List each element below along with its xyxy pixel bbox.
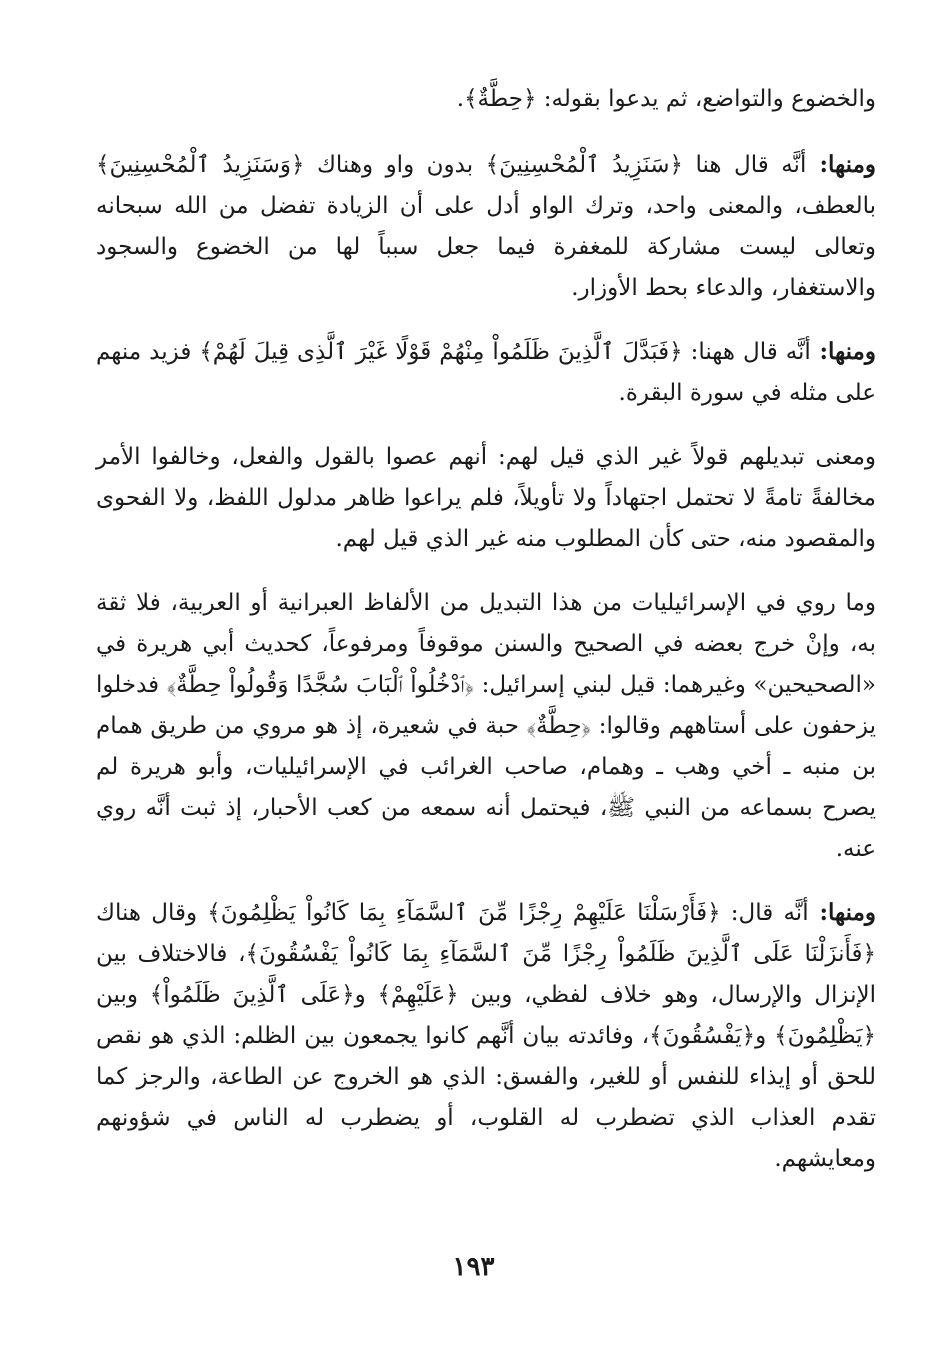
paragraph-text: أنَّه قال: ﴿فَأَرْسَلْنَا عَلَيْهِمْ رِجْزًا مِّنَ ٱلسَّمَآءِ بِمَا كَانُواْ يَظْلِمُونَ﴾ وقال هناك ﴿فَأَنزَلْنَا عَلَى ٱلَّذِينَ ظَلَمُواْ رِجْزًا مِّنَ ٱلسَّمَآءِ بِمَا كَانُواْ يَفْسُقُونَ﴾، فالاختلاف بين الإنزال والإرسال، وهو خلاف لفظي، وبين ﴿عَلَيْهِمْ﴾ و﴿عَلَى ٱلَّذِينَ ظَلَمُواْ﴾ وبين ﴿يَظْلِمُونَ﴾ و﴿يَفْسُقُونَ﴾، وفائدته بيان أنَّهم كانوا يجمعون بين الظلم: الذي هو نقص للحق أو إيذاء للنفس أو للغير، والفسق: الذي هو الخروج عن الطاعة، والرجز كما تقدم العذاب الذي تضطرب له القلوب، أو يضطرب له الناس في شؤونهم ومعايشهم. <box>96 900 876 1172</box>
paragraph-6 <box>96 892 876 1180</box>
paragraph-lead: ومنها: <box>808 899 876 926</box>
paragraph-5 <box>96 582 876 870</box>
paragraph-1 <box>96 78 876 120</box>
paragraph-text: ومعنى تبديلهم قولاً غير الذي قيل لهم: أنهم عصوا بالقول والفعل، وخالفوا الأمر مخالفةً تامةً لا تحتمل اجتهاداً ولا تأويلاً، فلم يراعوا ظاهر مدلول اللفظ، ولا الفحوى والمقصود منه، حتى كأن المطلوب منه غير الذي قيل لهم. <box>96 444 876 552</box>
paragraph-2 <box>96 144 876 309</box>
paragraph-3 <box>96 331 876 414</box>
page-number: ١٩٣ <box>452 1252 495 1282</box>
paragraph-text: وما روي في الإسرائيليات من هذا التبديل من الألفاظ العبرانية أو العربية، فلا ثقة به، وإنْ خرج بعضه في الصحيح والسنن موقوفاً ومرفوعاً، كحديث أبي هريرة في «الصحيحين» وغيرهما: قيل لبني إسرائيل: ﴿ٱدْخُلُواْ ٱلْبَابَ سُجَّدًا وَقُولُواْ حِطَّةٌ﴾ فدخلوا يزحفون على أستاههم وقالوا: ﴿حِطَّةٌ﴾ حبة في شعيرة، إذ هو مروي من طريق همام بن منبه ـ أخي وهب ـ وهمام، صاحب الغرائب في الإسرائيليات، وأبو هريرة لم يصرح بسماعه من النبي ﷺ، فيحتمل أنه سمعه من كعب الأحبار، إذ ثبت أنَّه روي عنه. <box>96 590 876 862</box>
paragraph-lead: ومنها: <box>806 151 876 178</box>
paragraph-text: أنَّه قال ههنا: ﴿فَبَدَّلَ ٱلَّذِينَ ظَلَمُواْ مِنْهُمْ قَوْلًا غَيْرَ ٱلَّذِى قِيلَ لَهُمْ﴾ فزيد منهم على مثله في سورة البقرة. <box>96 339 876 406</box>
paragraph-text: أنَّه قال هنا ﴿سَنَزِيدُ ٱلْمُحْسِنِينَ﴾ بدون واو وهناك ﴿وَسَنَزِيدُ ٱلْمُحْسِنِينَ﴾ بالعطف، والمعنى واحد، وترك الواو أدل على أن الزيادة تفضل من الله سبحانه وتعالى ليست مشاركة للمغفرة فيما جعل سبباً لها من الخضوع والسجود والاستغفار، والدعاء بحط الأوزار. <box>96 152 876 301</box>
paragraph-text: والخضوع والتواضع، ثم يدعوا بقوله: ﴿حِطَّةٌ﴾. <box>456 86 876 112</box>
paragraph-lead: ومنها: <box>810 338 876 365</box>
paragraph-4 <box>96 436 876 560</box>
page-body <box>96 78 876 1202</box>
